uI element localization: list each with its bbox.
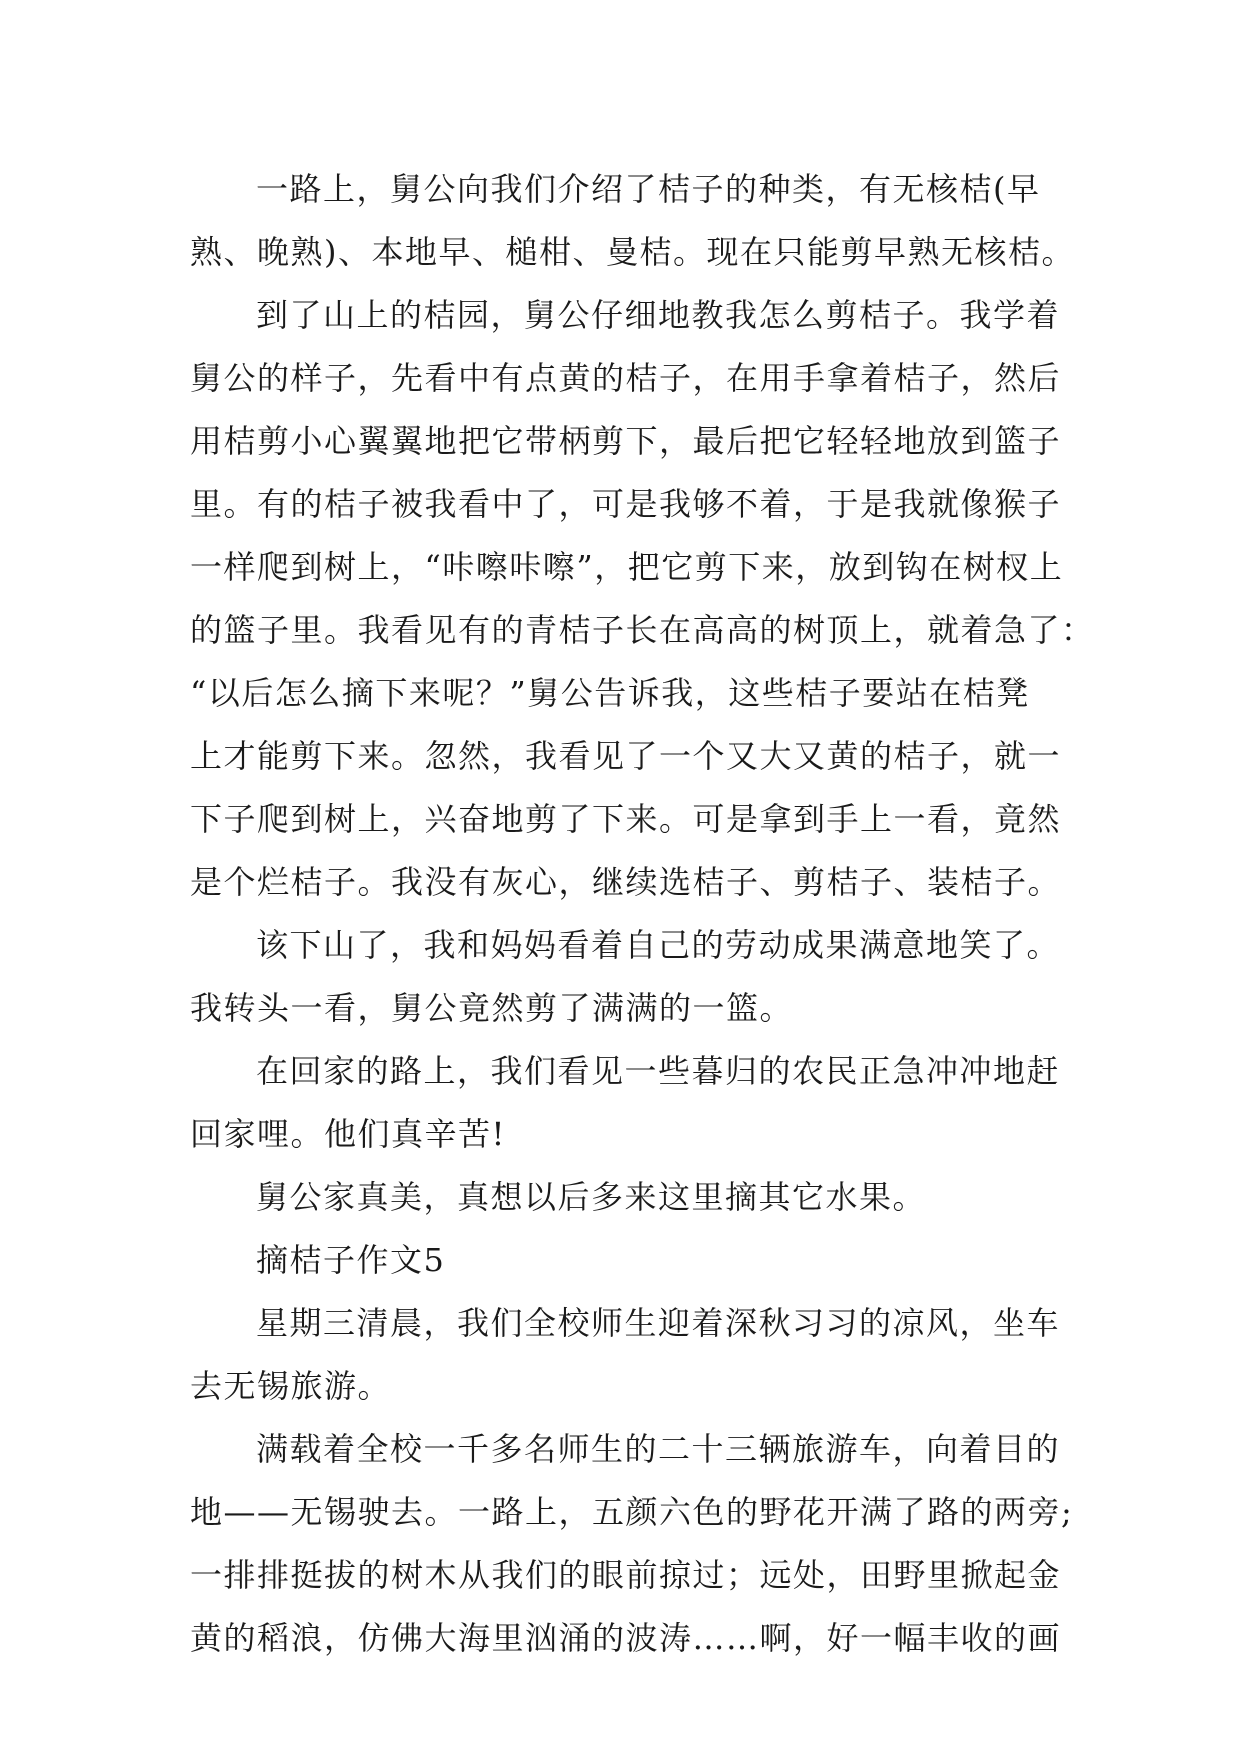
text-line: 一路上，舅公向我们介绍了桔子的种类，有无核桔(早	[256, 170, 1041, 208]
text-line: 黄的稻浪，仿佛大海里汹涌的波涛……啊，好一幅丰收的画	[190, 1619, 1062, 1657]
text-line: 的篮子里。我看见有的青桔子长在高高的树顶上，就着急了：	[190, 611, 1095, 649]
text-line: 回家哩。他们真辛苦!	[190, 1115, 506, 1153]
text-line: 到了山上的桔园，舅公仔细地教我怎么剪桔子。我学着	[256, 296, 1061, 334]
text-line: “以后怎么摘下来呢？”舅公告诉我，这些桔子要站在桔凳	[190, 674, 1030, 712]
text-line: 舅公家真美，真想以后多来这里摘其它水果。	[256, 1178, 927, 1216]
text-line: 舅公的样子，先看中有点黄的桔子，在用手拿着桔子，然后	[190, 359, 1062, 397]
section-heading: 摘桔子作文5	[256, 1241, 446, 1279]
text-line: 星期三清晨，我们全校师生迎着深秋习习的凉风，坐车	[256, 1304, 1061, 1342]
text-line: 满载着全校一千多名师生的二十三辆旅游车，向着目的	[256, 1430, 1061, 1468]
text-line: 是个烂桔子。我没有灰心，继续选桔子、剪桔子、装桔子。	[190, 863, 1062, 901]
document-body	[190, 158, 1095, 1670]
text-line: 该下山了，我和妈妈看着自己的劳动成果满意地笑了。	[256, 926, 1061, 964]
text-line: 我转头一看，舅公竟然剪了满满的一篮。	[190, 989, 794, 1027]
text-line: 地——无锡驶去。一路上，五颜六色的野花开满了路的两旁;	[190, 1493, 1074, 1531]
text-line: 里。有的桔子被我看中了，可是我够不着，于是我就像猴子	[190, 485, 1062, 523]
text-line: 用桔剪小心翼翼地把它带柄剪下，最后把它轻轻地放到篮子	[190, 422, 1062, 460]
text-line: 在回家的路上，我们看见一些暮归的农民正急冲冲地赶	[256, 1052, 1061, 1090]
text-line: 一样爬到树上，“咔嚓咔嚓”，把它剪下来，放到钩在树杈上	[190, 548, 1064, 586]
text-line: 去无锡旅游。	[190, 1367, 392, 1405]
text-line: 熟、晚熟)、本地早、槌柑、曼桔。现在只能剪早熟无核桔。	[190, 233, 1075, 271]
text-line: 下子爬到树上，兴奋地剪了下来。可是拿到手上一看，竟然	[190, 800, 1062, 838]
text-line: 一排排挺拔的树木从我们的眼前掠过；远处，田野里掀起金	[190, 1556, 1062, 1594]
text-line: 上才能剪下来。忽然，我看见了一个又大又黄的桔子，就一	[190, 737, 1062, 775]
